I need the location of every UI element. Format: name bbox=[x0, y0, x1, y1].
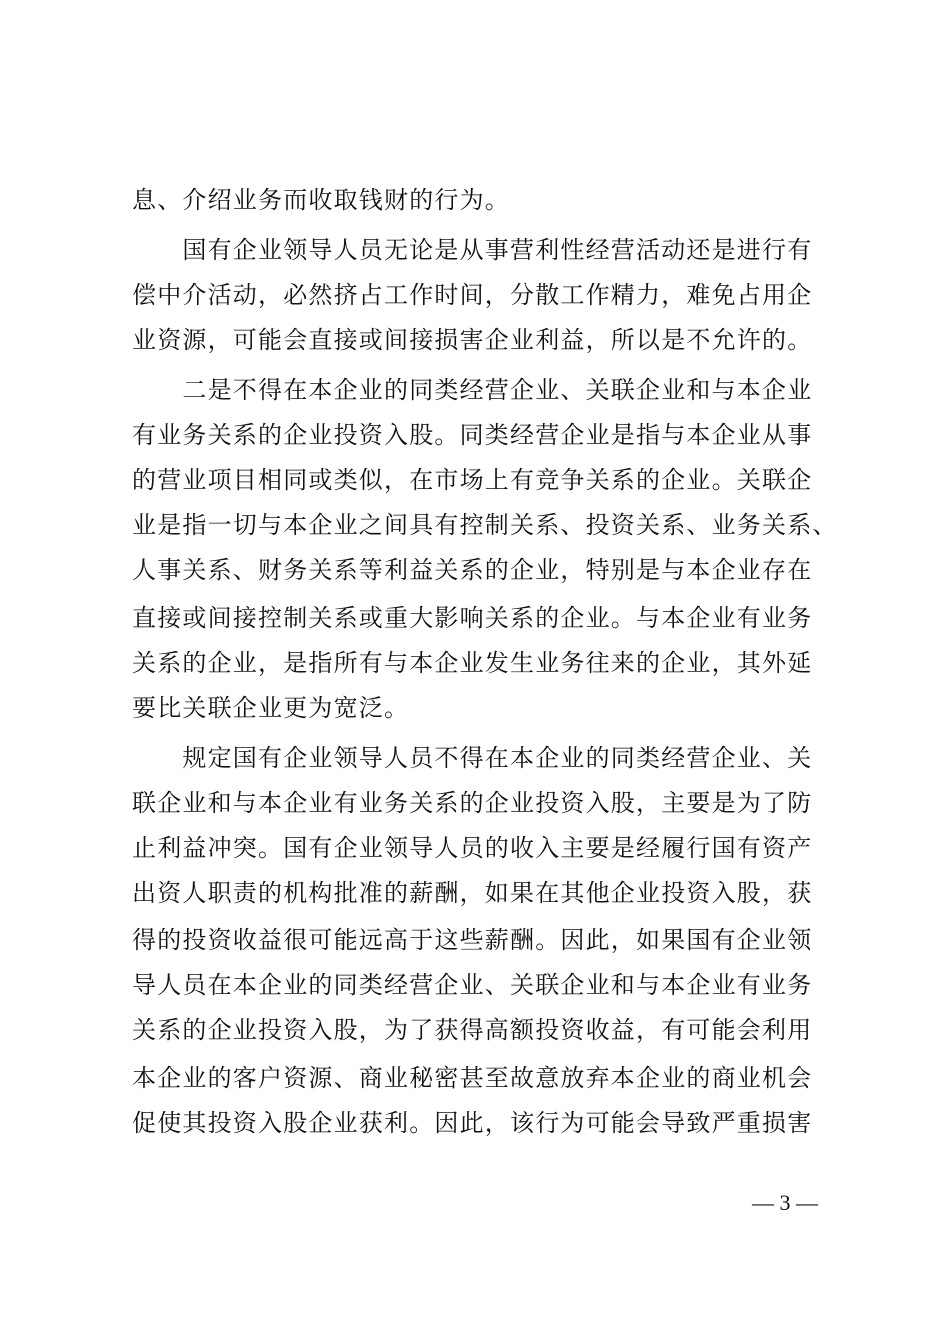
text-line: 本企业的客户资源、商业秘密甚至故意放弃本企业的商业机会 bbox=[132, 1064, 813, 1092]
text-line: 关系的企业，是指所有与本企业发生业务往来的企业，其外延 bbox=[132, 649, 813, 677]
text-line: 偿中介活动，必然挤占工作时间，分散工作精力，难免占用企 bbox=[132, 281, 813, 309]
text-line: 直接或间接控制关系或重大影响关系的企业。与本企业有业务 bbox=[132, 604, 813, 632]
text-line: 人事关系、财务关系等利益关系的企业，特别是与本企业存在 bbox=[132, 556, 813, 584]
text-line: 要比关联企业更为宽泛。 bbox=[132, 694, 410, 722]
text-line: 业资源，可能会直接或间接损害企业利益，所以是不允许的。 bbox=[132, 326, 813, 354]
text-line: 规定国有企业领导人员不得在本企业的同类经营企业、关 bbox=[132, 744, 813, 772]
text-line: 国有企业领导人员无论是从事营利性经营活动还是进行有 bbox=[132, 236, 813, 264]
page-number: — 3 — bbox=[752, 1190, 818, 1215]
text-line: 有业务关系的企业投资入股。同类经营企业是指与本企业从事 bbox=[132, 421, 813, 449]
text-line: 联企业和与本企业有业务关系的企业投资入股，主要是为了防 bbox=[132, 789, 813, 817]
text-line: 的营业项目相同或类似，在市场上有竞争关系的企业。关联企 bbox=[132, 466, 813, 494]
text-line: 业是指一切与本企业之间具有控制关系、投资关系、业务关系、 bbox=[132, 511, 838, 539]
text-line: 得的投资收益很可能远高于这些薪酬。因此，如果国有企业领 bbox=[132, 926, 813, 954]
text-line: 出资人职责的机构批准的薪酬，如果在其他企业投资入股，获 bbox=[132, 879, 813, 907]
text-line: 关系的企业投资入股，为了获得高额投资收益，有可能会利用 bbox=[132, 1016, 813, 1044]
text-line: 二是不得在本企业的同类经营企业、关联企业和与本企业 bbox=[132, 376, 813, 404]
text-line: 促使其投资入股企业获利。因此，该行为可能会导致严重损害 bbox=[132, 1109, 813, 1137]
text-line: 息、介绍业务而收取钱财的行为。 bbox=[132, 186, 510, 214]
text-line: 止利益冲突。国有企业领导人员的收入主要是经履行国有资产 bbox=[132, 834, 813, 862]
text-line: 导人员在本企业的同类经营企业、关联企业和与本企业有业务 bbox=[132, 971, 813, 999]
